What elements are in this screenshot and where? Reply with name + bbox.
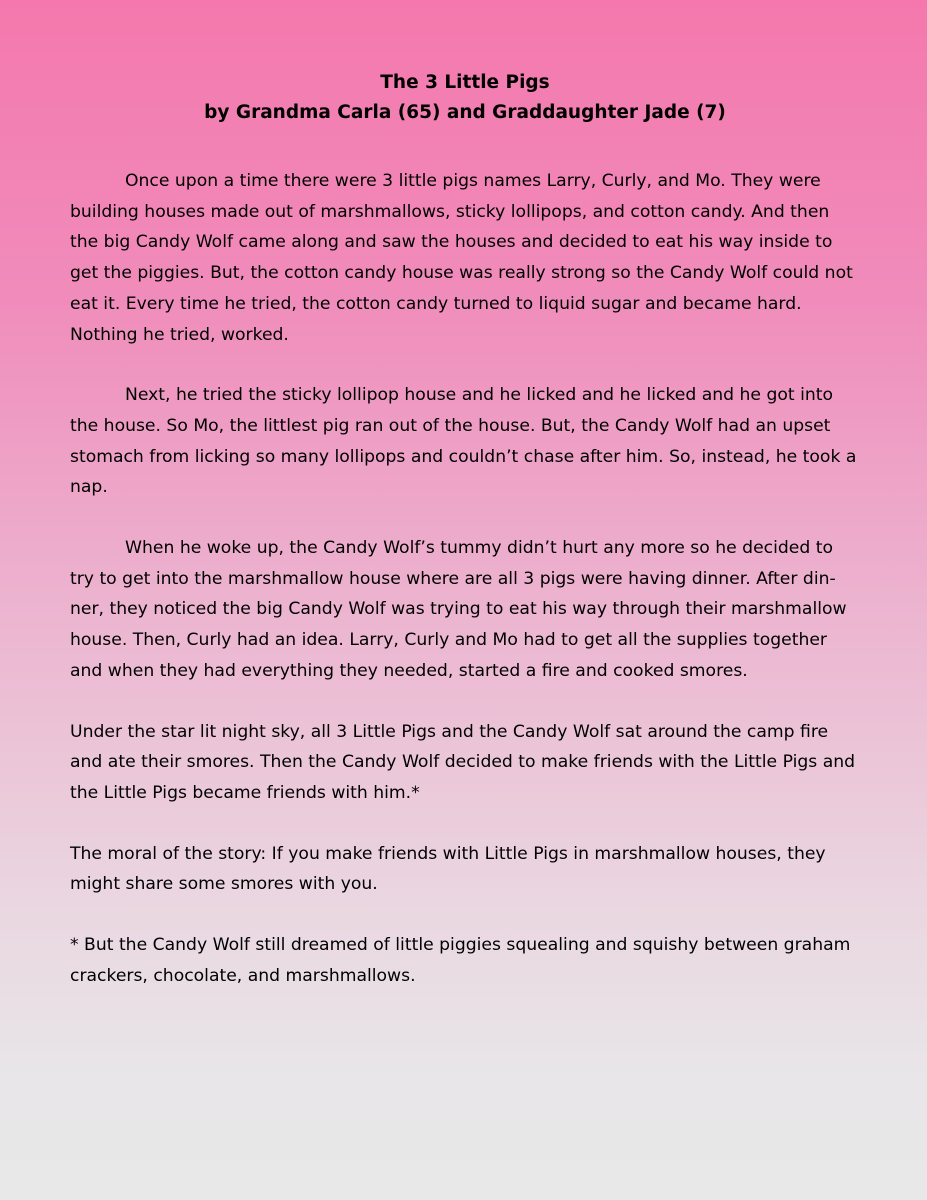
story-title xyxy=(70,68,860,128)
story-page xyxy=(70,68,860,1021)
story-body xyxy=(70,166,860,991)
title-line-1: The 3 Little Pigs xyxy=(380,72,550,93)
moral-paragraph: The moral of the story: If you make friends with Little Pigs in marshmallow houses, they might share some smores with you. xyxy=(70,843,826,895)
paragraph-2: Next, he tried the sticky lollipop house and he licked and he licked and he got into the house. So Mo, the littlest pig ran out of the house. But, the Candy Wolf had an upset stomach from licking so many lollipops and couldn’t chase after him. So, instead, he took a nap. xyxy=(70,385,857,498)
paragraph-1: Once upon a time there were 3 little pigs names Larry, Curly, and Mo. They were building houses made out of marshmallows, sticky lollipops, and cotton candy. And then the big Candy Wolf came along and saw the houses and decided to eat his way inside to get the piggies. But, the cotton candy house was really strong so the Candy Wolf could not eat it. Every time he tried, the cotton candy turned to liquid sugar and became hard. Nothing he tried, worked. xyxy=(70,171,853,345)
paragraph-3: When he woke up, the Candy Wolf’s tummy didn’t hurt any more so he decided to try to get into the marshmallow house where are all 3 pigs were having dinner. After din-ner, they noticed the big Candy Wolf was trying to eat his way through their marshmallow house. Then, Curly had an idea. Larry, Curly and Mo had to get all the supplies together and when they had everything they needed, started a fire and cooked smores. xyxy=(70,538,847,681)
footnote-paragraph: * But the Candy Wolf still dreamed of little piggies squealing and squishy between graham crackers, chocolate, and marshmallows. xyxy=(70,935,851,986)
paragraph-4: Under the star lit night sky, all 3 Little Pigs and the Candy Wolf sat around the camp fire and ate their smores. Then the Candy Wolf decided to make friends with the Little Pigs and the Little Pigs became friends with him.* xyxy=(70,721,856,803)
title-line-2: by Grandma Carla (65) and Graddaughter Jade (7) xyxy=(204,102,726,123)
